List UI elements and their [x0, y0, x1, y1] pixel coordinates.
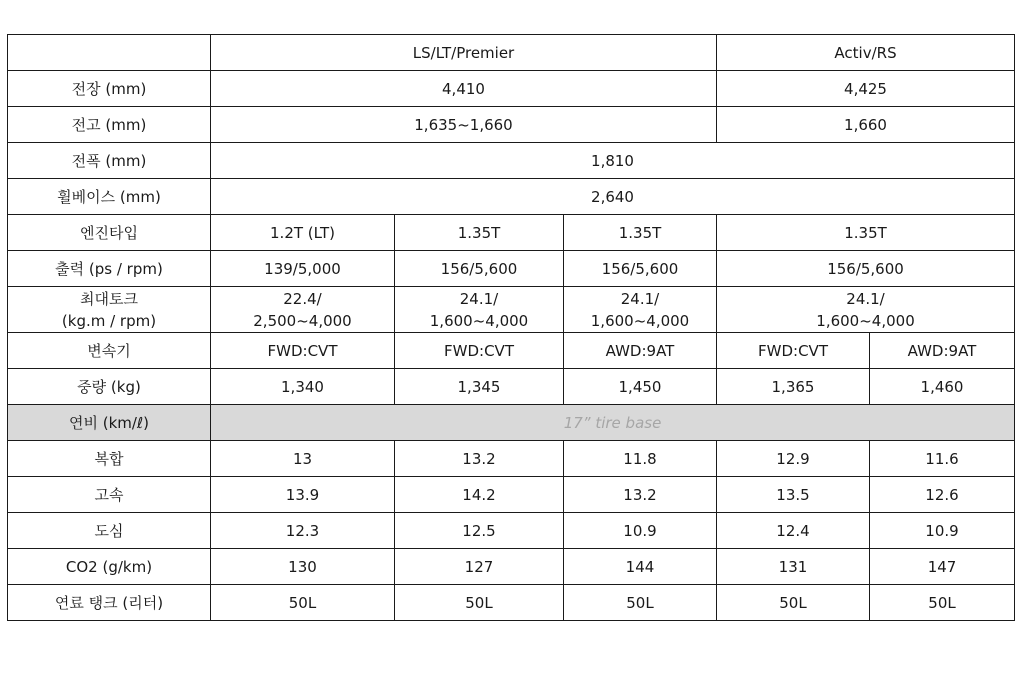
cell-value: 1,365 [717, 369, 870, 405]
row-label: 중량 (kg) [8, 369, 211, 405]
cell-value: 11.6 [870, 441, 1015, 477]
cell-value-line1: 22.4/ [283, 289, 322, 308]
row-label [8, 287, 211, 333]
header-group-activ-rs: Activ/RS [717, 35, 1015, 71]
row-label-line1: 최대토크 [80, 289, 138, 308]
cell-value: FWD:CVT [717, 333, 870, 369]
header-corner-cell [8, 35, 211, 71]
cell-value-line2: 2,500~4,000 [253, 311, 352, 330]
row-label: 복합 [8, 441, 211, 477]
cell-value: FWD:CVT [211, 333, 395, 369]
cell-value: 156/5,600 [395, 251, 564, 287]
row-fuel-tank [8, 585, 1015, 621]
row-combined [8, 441, 1015, 477]
cell-value-line2: 1,600~4,000 [816, 311, 915, 330]
cell-value: 1,635~1,660 [211, 107, 717, 143]
cell-value: 4,425 [717, 71, 1015, 107]
spec-table [7, 34, 1015, 621]
cell-value: 147 [870, 549, 1015, 585]
cell-value: 156/5,600 [717, 251, 1015, 287]
cell-value: 2,640 [211, 179, 1015, 215]
cell-value: 50L [564, 585, 717, 621]
row-city [8, 513, 1015, 549]
cell-value: 1.35T [717, 215, 1015, 251]
cell-value: 144 [564, 549, 717, 585]
cell-value: 12.5 [395, 513, 564, 549]
row-label: 연료 탱크 (리터) [8, 585, 211, 621]
cell-value: 13.5 [717, 477, 870, 513]
tire-base-note: 17” tire base [211, 405, 1015, 441]
header-row [8, 35, 1015, 71]
row-label: 엔진타입 [8, 215, 211, 251]
cell-value: 10.9 [870, 513, 1015, 549]
row-transmission [8, 333, 1015, 369]
cell-value: 156/5,600 [564, 251, 717, 287]
cell-value: 127 [395, 549, 564, 585]
row-label: 도심 [8, 513, 211, 549]
cell-value: 13.2 [395, 441, 564, 477]
row-label: 전고 (mm) [8, 107, 211, 143]
cell-value: 14.2 [395, 477, 564, 513]
row-width [8, 143, 1015, 179]
cell-value: 50L [211, 585, 395, 621]
cell-value: 12.9 [717, 441, 870, 477]
row-label-line2: (kg.m / rpm) [61, 311, 157, 330]
cell-value: 11.8 [564, 441, 717, 477]
row-label: 전장 (mm) [8, 71, 211, 107]
row-co2 [8, 549, 1015, 585]
cell-value [211, 287, 395, 333]
cell-value: 13 [211, 441, 395, 477]
cell-value: 13.2 [564, 477, 717, 513]
cell-value: 131 [717, 549, 870, 585]
cell-value-line1: 24.1/ [459, 289, 499, 308]
cell-value: 4,410 [211, 71, 717, 107]
row-label: 휠베이스 (mm) [8, 179, 211, 215]
row-wheelbase [8, 179, 1015, 215]
cell-value: 50L [870, 585, 1015, 621]
row-label: 변속기 [8, 333, 211, 369]
cell-value: 1,660 [717, 107, 1015, 143]
cell-value: 10.9 [564, 513, 717, 549]
cell-value: 1,810 [211, 143, 1015, 179]
cell-value: 1,345 [395, 369, 564, 405]
cell-value: 1.35T [395, 215, 564, 251]
cell-value: 12.6 [870, 477, 1015, 513]
cell-value: 1,460 [870, 369, 1015, 405]
cell-value: FWD:CVT [395, 333, 564, 369]
cell-value: 1,450 [564, 369, 717, 405]
header-group-ls-lt-premier: LS/LT/Premier [211, 35, 717, 71]
cell-value: 1.35T [564, 215, 717, 251]
cell-value: 13.9 [211, 477, 395, 513]
cell-value: 12.4 [717, 513, 870, 549]
cell-value: 1.2T (LT) [211, 215, 395, 251]
row-height [8, 107, 1015, 143]
cell-value-line1: 24.1/ [620, 289, 660, 308]
row-label: CO2 (g/km) [8, 549, 211, 585]
row-engine [8, 215, 1015, 251]
row-label: 연비 (km/ℓ) [8, 405, 211, 441]
row-weight [8, 369, 1015, 405]
row-fuel-efficiency-header [8, 405, 1015, 441]
cell-value: AWD:9AT [870, 333, 1015, 369]
cell-value [395, 287, 564, 333]
cell-value: 50L [395, 585, 564, 621]
row-length [8, 71, 1015, 107]
cell-value [717, 287, 1015, 333]
cell-value: 139/5,000 [211, 251, 395, 287]
row-torque [8, 287, 1015, 333]
row-label: 전폭 (mm) [8, 143, 211, 179]
cell-value-line1: 24.1/ [846, 289, 885, 308]
row-label: 고속 [8, 477, 211, 513]
row-label: 출력 (ps / rpm) [8, 251, 211, 287]
cell-value: 50L [717, 585, 870, 621]
row-power [8, 251, 1015, 287]
cell-value-line2: 1,600~4,000 [590, 311, 690, 330]
cell-value: 1,340 [211, 369, 395, 405]
cell-value: AWD:9AT [564, 333, 717, 369]
cell-value [564, 287, 717, 333]
cell-value: 130 [211, 549, 395, 585]
cell-value: 12.3 [211, 513, 395, 549]
row-highway [8, 477, 1015, 513]
cell-value-line2: 1,600~4,000 [429, 311, 529, 330]
